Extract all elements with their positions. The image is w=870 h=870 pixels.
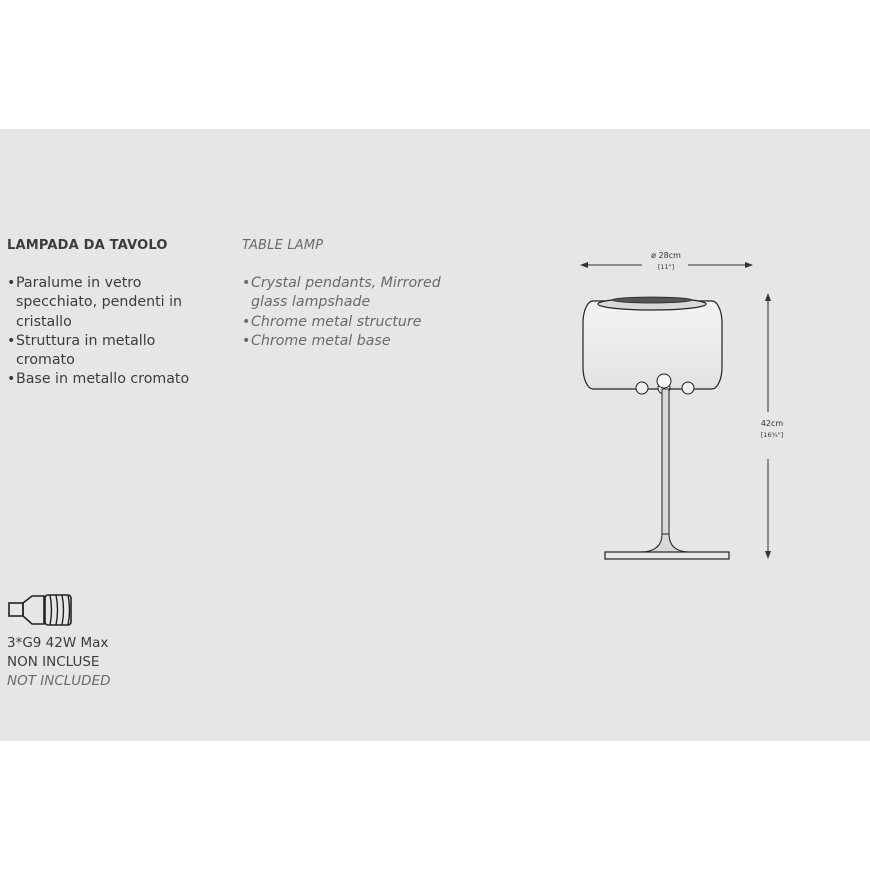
bulb-not-included-fr: NON INCLUSE <box>7 654 100 670</box>
product-spec-panel <box>0 129 870 741</box>
english-feature-item: • Chrome metal structure <box>242 313 482 332</box>
lamp-stem <box>640 389 690 552</box>
english-feature-item: • Crystal pendants, Mirrored glass lampshade <box>242 274 451 313</box>
bulb-not-included-en: NOT INCLUDED <box>7 673 111 689</box>
diameter-label: ø 28cm <box>651 251 681 260</box>
height-dimension <box>761 293 784 559</box>
lamp-technical-drawing <box>560 234 800 574</box>
g9-bulb-icon <box>8 590 80 630</box>
italian-features-list <box>7 274 227 390</box>
diameter-dimension <box>580 251 753 271</box>
italian-feature-item: • Paralume in vetro specchiato, pendenti in cristallo <box>7 274 191 332</box>
english-feature-item: • Chrome metal base <box>242 332 482 351</box>
diameter-inch-label: [11"] <box>657 263 675 271</box>
bulb-spec: 3*G9 42W Max <box>7 635 109 651</box>
italian-description <box>7 239 227 390</box>
lamp-base <box>605 552 729 559</box>
english-features-list <box>242 274 482 351</box>
english-title: TABLE LAMP <box>242 238 324 253</box>
italian-feature-item: • Struttura in metallo cromato <box>7 332 176 371</box>
lampshade <box>583 297 722 389</box>
height-label: 42cm <box>760 419 784 428</box>
height-inch-label: [16¾"] <box>760 431 784 439</box>
italian-title: LAMPADA DA TAVOLO <box>7 238 168 253</box>
bulb-specification <box>7 634 111 691</box>
english-description <box>242 239 482 351</box>
italian-feature-item: • Base in metallo cromato <box>7 370 227 389</box>
